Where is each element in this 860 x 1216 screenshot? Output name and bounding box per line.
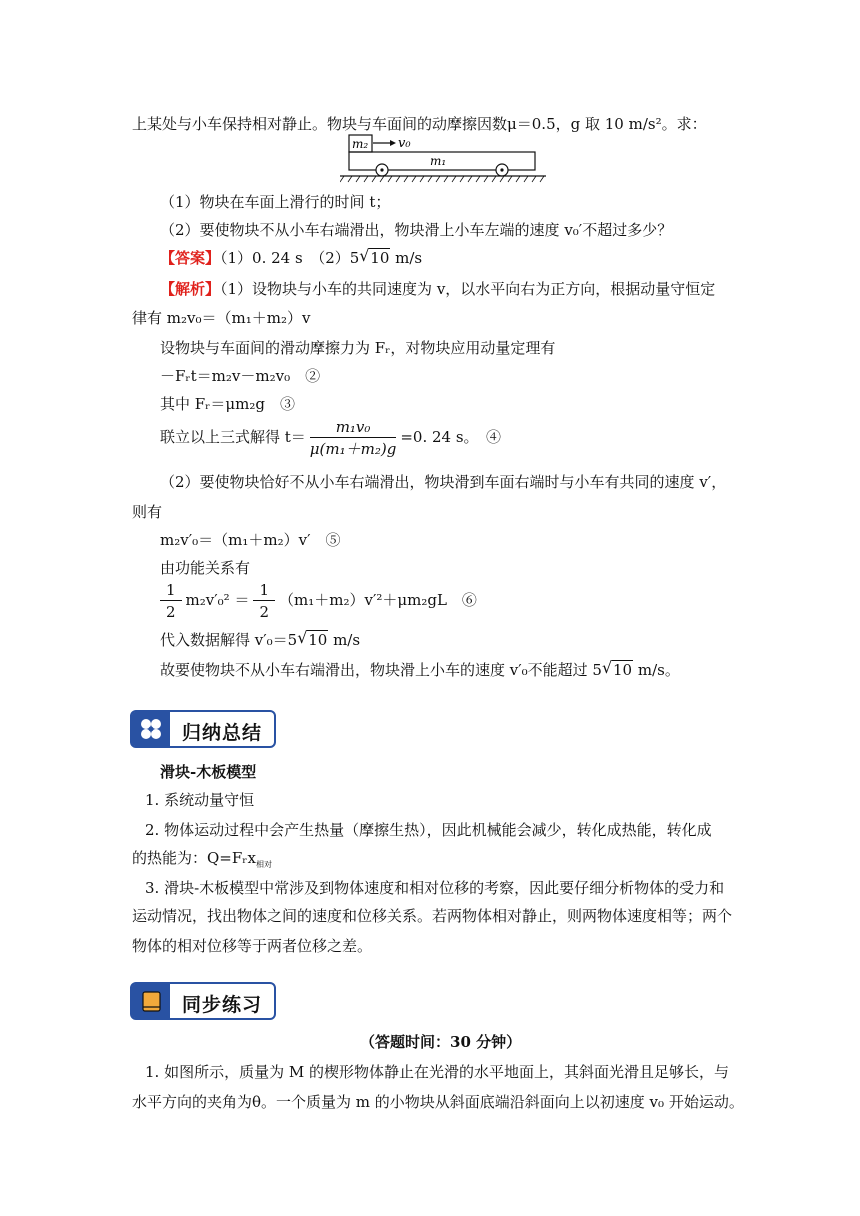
summary-badge: 归纳总结 — [130, 710, 276, 748]
analysis-line-5: 其中 Fᵣ＝μm₂g ③ — [160, 395, 295, 413]
answer-tag: 【答案】 — [160, 249, 221, 267]
practice-p1a: 1. 如图所示，质量为 M 的楔形物体静止在光滑的水平地面上，其斜面光滑且足够长，与 — [145, 1063, 729, 1081]
clover-icon — [132, 712, 170, 746]
analysis-line-3: 设物块与车面间的滑动摩擦力为 Fᵣ，对物块应用动量定理有 — [160, 339, 556, 357]
question-1: （1）物块在车面上滑行的时间 t； — [160, 193, 391, 211]
analysis-line-13: 故要使物块不从小车右端滑出，物块滑上小车的速度 v′₀不能超过 5√ 10 m/s。 — [160, 660, 680, 680]
m1-label: m₁ — [430, 154, 447, 168]
summary-p3a: 3. 滑块-木板模型中常涉及到物体速度和相对位移的考察，因此要仔细分析物体的受力和 — [145, 879, 725, 897]
summary-p2b: 的热能为：Q=Fᵣx$_{相对}$ — [132, 849, 272, 869]
analysis-line-2: 律有 m₂v₀＝（m₁＋m₂）v — [132, 309, 311, 327]
question-2: （2）要使物块不从小车右端滑出，物块滑上小车左端的速度 v₀′不超过多少？ — [160, 221, 673, 239]
analysis-line-4: －Fᵣt＝m₂v－m₂v₀ ② — [160, 367, 321, 385]
analysis-line-9: m₂v′₀＝（m₁＋m₂）v′ ⑤ — [160, 531, 341, 549]
m2-label: m₂ — [352, 137, 369, 151]
summary-p1: 1. 系统动量守恒 — [145, 791, 255, 809]
analysis-line-11: $\frac{1}{2}$ m₂v′₀² ＝ $\frac{1}{2}$ （m₁＋m₂）v′²＋μm₂gL ⑥ — [160, 578, 477, 623]
analysis-line-7: （2）要使物块恰好不从小车右端滑出，物块滑到车面右端时与小车有共同的速度 v′， — [160, 473, 727, 491]
summary-p3b: 运动情况，找出物体之间的速度和位移关系。若两物体相对静止，则两物体速度相等；两个 — [132, 907, 733, 925]
intro-line: 上某处与小车保持相对静止。物块与车面间的动摩擦因数μ＝0.5，g 取 10 m/s²。求： — [132, 115, 707, 133]
answer-line: 【答案】（1）0. 24 s （2）5√ 10 m/s — [160, 248, 422, 268]
summary-title: 滑块-木板模型 — [160, 763, 257, 781]
analysis-line-10: 由功能关系有 — [160, 559, 251, 577]
cart-figure — [340, 132, 550, 188]
fraction: $\frac{\text{m₁v₀}}{\text{μ(m₁＋m₂)g}}$ — [309, 417, 397, 458]
summary-p2a: 2. 物体运动过程中会产生热量（摩擦生热），因此机械能会减少，转化成热能，转化成 — [145, 821, 712, 839]
analysis-line-12: 代入数据解得 v′₀＝5√ 10 m/s — [160, 630, 360, 650]
arrow-icon — [390, 140, 396, 146]
analysis-line-8: 则有 — [132, 503, 163, 521]
practice-time: （答题时间：30 分钟） — [360, 1033, 522, 1051]
analysis-line-6: 联立以上三式解得 t＝ $\frac{\text{m₁v₀}}{\text{μ(m₁＋m₂)g}}$ =0. 24 s。 ④ — [160, 417, 502, 458]
v0-label: v₀ — [398, 136, 411, 151]
summary-p3c: 物体的相对位移等于两者位移之差。 — [132, 937, 373, 955]
practice-badge: 同步练习 — [130, 982, 276, 1020]
analysis-line-1: 【解析】（1）设物块与小车的共同速度为 v，以水平向右为正方向，根据动量守恒定 — [160, 280, 716, 298]
book-icon — [132, 984, 170, 1018]
practice-p1b: 水平方向的夹角为θ。一个质量为 m 的小物块从斜面底端沿斜面向上以初速度 v₀ 开始运动。 — [132, 1093, 744, 1111]
analysis-tag: 【解析】 — [160, 280, 221, 298]
sqrt-symbol: √ 10 — [359, 248, 390, 268]
